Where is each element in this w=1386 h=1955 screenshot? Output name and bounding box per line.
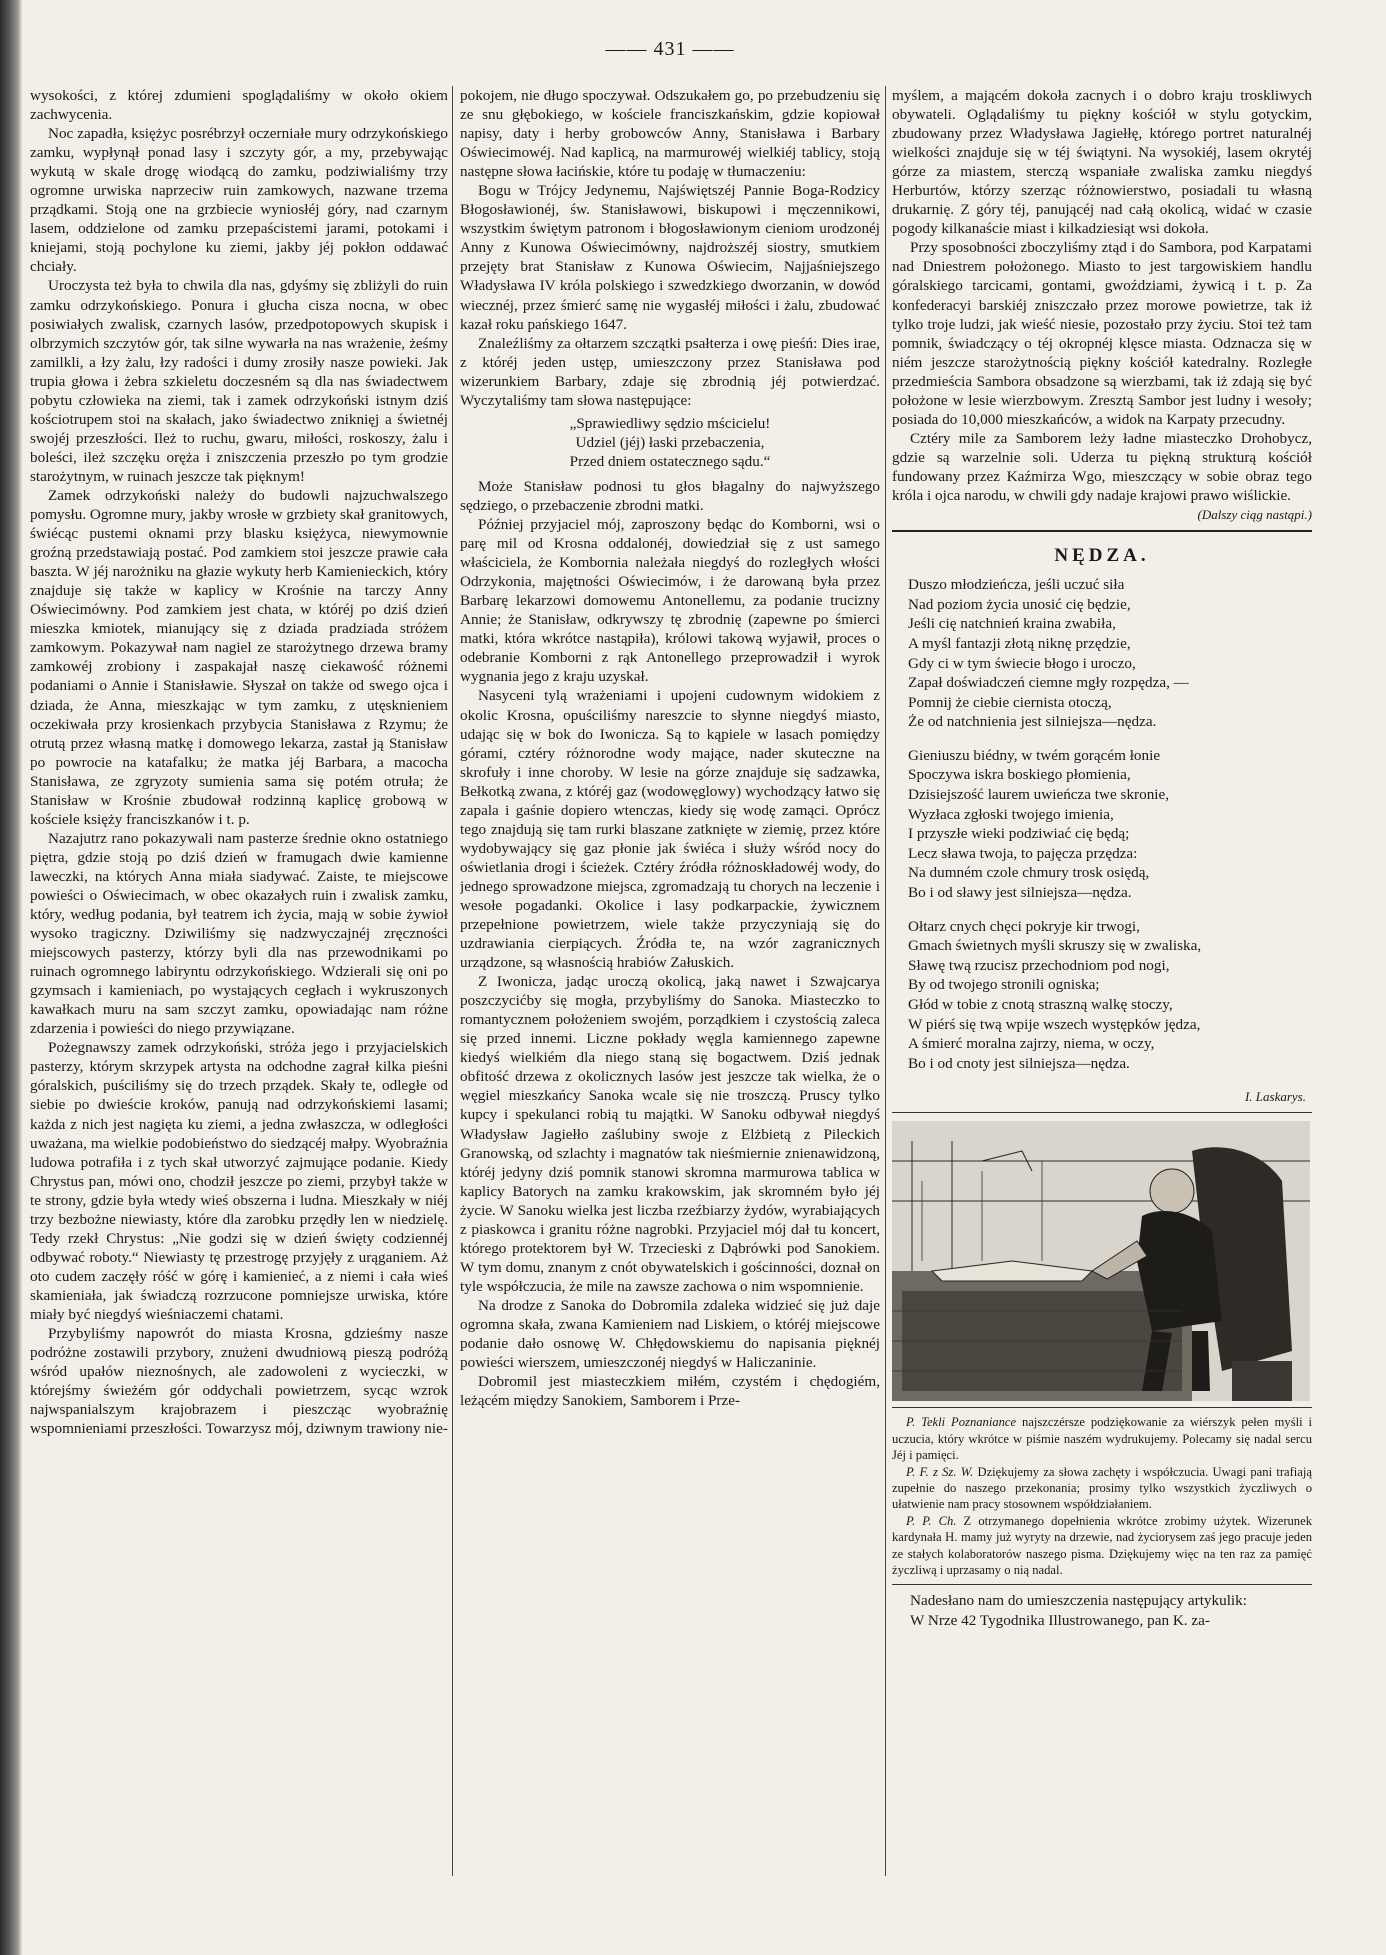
paragraph: Nadesłano nam do umieszczenia następujący artykulik:	[910, 1592, 1247, 1610]
poem-line: Duszo młodzieńcza, jeśli uczuć siła	[908, 576, 1125, 594]
note-text: Z otrzymanego dopełnienia wkrótce zrobimy użytek. Wizerunek kardynała H. mamy już wyryty na drzewie, nad życiorysem zaś jego pracuje jeden ze stałych kolaboratorów naszego pisma. Dziękujemy więc na ten raz za pamięć życzliwą i uprzasamy o nią nadal.	[892, 1513, 1312, 1578]
paragraph: Później przyjaciel mój, zaproszony będąc do Komborni, wsi o parę mil od Krosna oddalonéj, dowiedział się z ust samego właściciela, że Kombornia należała niegdyś do rozległych włości Odrzykonia, majętności Oświecimów, i że darowaną była przez Barbarę lekarzowi domowemu Antonellemu, za podanie trucizny Annie; że Stanisław, odkrywszy tę zbrodnię (zapewne po śmierci matki, która wkrótce nastąpiła), królowi takową wyjawił, proces o odebranie Komborni z rąk Antonellego przeprowadził i wyrok wygnania jego z kraju uzyskał.	[460, 516, 880, 686]
paragraph: W Nrze 42 Tygodnika Illustrowanego, pan K. za-	[910, 1611, 1210, 1629]
page-number-value: 431	[653, 38, 687, 60]
paragraph: Noc zapadła, księżyc posrébrzył oczerniałe mury odrzykońskiego zamku, wypłynął ponad lasy i szczyty gór, a my, przebywając wykutą w skale drogę wiodącą do zamku, podziwialiśmy trzy ogromne urwiska naprzeciw ruin zamkowych, nazwane trzema prządkami. Stoją one na grzbiecie wyniosłéj góry, nad czarnym lasem, oddzielone od zamku przepaścistemi jarami, potokami i kniejami, stoją pochylone ku ziemi, jakby jéj pokłon oddawać chciały.	[30, 125, 448, 276]
column-1	[30, 86, 448, 1876]
paragraph: Może Stanisław podnosi tu głos błagalny do najwyższego sędziego, o przebaczenie zbrodni matki.	[460, 477, 880, 514]
section-divider	[892, 1112, 1312, 1113]
poem-line: Spoczywa iskra boskiego płomienia,	[908, 766, 1131, 784]
poem-line: Gmach świetnych myśli skruszy się w zwaliska,	[908, 937, 1202, 955]
section-divider	[892, 530, 1312, 532]
note	[892, 1513, 1312, 1579]
paragraph: Przybyliśmy napowrót do miasta Krosna, gdzieśmy nasze podróżne zostawili przybory, znużeni dwudniową pieszą podróżą wśród upałów nieznośnych, ale zadowoleni z wycieczki, w którejśmy świeżém gór oddychali powietrzem, sycąc wzrok najwspanialszym krajobrazem i pieszcząc wyobraźnię wspomnieniami przeszłości. Towarzysz mój, dziwnym trawiony nie-	[30, 1325, 448, 1438]
note-recipient: P. P. Ch.	[906, 1513, 957, 1528]
paragraph: Przy sposobności zboczyliśmy ztąd i do Sambora, pod Karpatami nad Dniestrem położonego. Miasto to jest targowiskiem handlu góralskiego tarcicami, gontami, gwoździami, żywicą i t. p. Za konfederacyi barskiéj zniszczało przez morowe powietrze, tak iż tylko troje ludzi, jak wieść niesie, pozostało przy życiu. Stoi też tam pomnik, świadczący o téj okropnéj klęsce miasta. Odznacza się w niém jeszcze starożytnością piękny kościół katedralny. Rozległe przedmieścia Sambora obsadzone są wierzbami, tak iż zdają się być położone w lesie wierzbowym. Zresztą Sambor jest ludny i wesoły; posiada do 10,000 mieszkańców, a widok na Karpaty przecudny.	[892, 239, 1312, 428]
hymn-quote	[460, 414, 880, 471]
paragraph: Na drodze z Sanoka do Dobromila zdaleka widzieć się już daje ogromna skała, zwana Kamieniem nad Liskiem, o któréj miejscowe podanie dało osnowę W. Chłędowskiemu do napisania pięknéj powieści wierszem, umieszczonéj niegdyś w Haliczaninie.	[460, 1296, 880, 1372]
continued-note: (Dalszy ciąg nastąpi.)	[1197, 507, 1312, 523]
paragraph: Bogu w Trójcy Jedynemu, Najświętszéj Pannie Boga-Rodzicy Błogosławionéj, św. Stanisławowi, biskupowi i męczennikowi, wszystkim świętym patronom i błogosławionym cieniom urodzonéj Anny z Kunowa Oświecimówny, najdroższéj siostry, smutkiem przejęty brat Stanisław z Kunowa Oświecim, Najjaśniejszego Władysława IV króla polskiego i szwedzkiego dworzanin, w dowód wiecznéj, przez śmierć samę nie wygasłéj miłości i żalu, zbudować kazał roku pańskiego 1647.	[460, 182, 880, 333]
note	[892, 1414, 1312, 1463]
quote-line: Udziel (jéj) łaski przebaczenia,	[575, 433, 765, 451]
page-binding-edge	[0, 0, 22, 1955]
paragraph: pokojem, nie długo spoczywał. Odszukałem go, po przebudzeniu się ze snu głębokiego, w kościele franciszkańskim, gdzie kopiował napisy, daty i herby grobowców Anny, Stanisława i Barbary Oświecimowéj. Nad kaplicą, na marmurowéj wielkiéj tablicy, stoją następne słowa łacińskie, które tu podaję w tłumaczeniu:	[460, 87, 880, 181]
note	[892, 1464, 1312, 1513]
note-text: Dziękujemy za słowa zachęty i współczucia. Uwagi pani trafiają zupełnie do naszego przekonania; prosimy tylko wszystkich życzliwych o ułatwienie nam pracy stosownem współdziałaniem.	[892, 1464, 1312, 1512]
note-recipient: P. Tekli Poznaniance	[906, 1415, 1017, 1430]
paragraph: Znaleźliśmy za ołtarzem szczątki psałterza i owę pieśń: Dies irae, z któréj jeden ustęp, umieszczony przez Stanisława pod wizerunkiem Barbary, zdaje się zbrodnią jéj potwierdzać. Wyczytaliśmy tam słowa następujące:	[460, 334, 880, 409]
note-recipient: P. F. z Sz. W.	[906, 1464, 974, 1479]
column-rule-1	[452, 86, 453, 1876]
poem-line: Na dumném czole chmury trosk osiędą,	[908, 864, 1150, 882]
poem-line: Dzisiejszość laurem uwieńcza twe skronie,	[908, 786, 1170, 804]
poem-stanza	[908, 917, 1312, 1074]
poem-stanza	[908, 746, 1312, 903]
poem-line: Nad poziom życia unosić cię będzie,	[908, 595, 1131, 613]
paragraph: Nasyceni tylą wrażeniami i upojeni cudownym widokiem z okolic Krosna, opuściliśmy nareszcie to słynne niegdyś miasto, udając się w bok do Iwonicza. Są to kąpiele w lasach pomiędzy górami, cztéry różnorodne wody mające, nader skuteczne na skrofuły i inne choroby. W lesie na górze znajduje się sadzawka, Bełkotką zwana, z któréj gaz (wodowęglowy) wychodzący łatwo się zapala i gaśnie dopiero wtenczas, kiedy się wodę zamąci. Oprócz tego znajdują się tam rurki blaszane zatknięte w ziemię, przez które wydobywający się gaz płonie jak świéca i służy wśród nocy do oświetlania drogi i ścieżek. Cztéry źródła różnoskładowéj wody, do jednego sprowadzone miejsca, zgromadzają tu chorych na leczenie i wesołe pogadanki. Okolice i lasy podkarpackie, żywicznem przepełnione powietrzem, wiele także przyczyniają się do uzdrawiania cierpiących. Źródła te, na wzór zagranicznych urządzone, są własnością hrabiów Załuskich.	[460, 687, 880, 972]
poem-line: Gieniuszu biédny, w twém gorącém łonie	[908, 746, 1161, 764]
poem-line: Jeśli cię natchnień kraina zwabiła,	[908, 615, 1116, 633]
page-number	[560, 38, 780, 61]
page-number-dash-right: ——	[692, 38, 735, 60]
poem-line: I przyszłe wieki podziwiać cię będą;	[908, 825, 1130, 843]
poem-line: Zapał doświadczeń ciemne mgły rozpędza, —	[908, 674, 1189, 692]
paragraph: Zamek odrzykoński należy do budowli najzuchwalszego pomysłu. Ogromne mury, jakby wrosłe w grzbiety skał granitowych, świécąc pustemi oknami przy blasku księżyca, niewymownie groźną przedstawiają postać. Pod zamkiem stoi jeszcze prawie cała baszta. W jéj narożniku na głazie wykuty herb Kamienieckich, który znajduje się także w kaplicy w Krośnie na tarczy Anny Oświecimówny. Pod zamkiem jest chata, w któréj po dziś dzień mieszka kmiotek, mianujący się z dziada pradziada stróżem zamkowym. Pokazywał nam nagiel ze starożytnego drzewa bramy zamkowéj zrobiony i zaspakajał naszę ciekawość różnemi podaniami o Annie i Stanisławie. Słyszał on także od swego ojca i dziada, że Anna, mieszkając w tym zamku, z utęsknieniem oczekiwała przy krosienkach przybycia Stanisława z Rzymu; że otrutą przez własną matkę i domowego lekarza, zastał ją Stanisław po powrocie na katafalku; że matka jéj Barbara, a macocha Stanisława, ze zgryzoty sumienia sama się potém otruła; że Stanisław w Krośnie zbudował rodzinną kaplicę grobową w kościele księży franciszkanów i t. p.	[30, 486, 448, 828]
announcement	[892, 1591, 1312, 1629]
poem-line: Wyzłaca zgłoski twojego imienia,	[908, 805, 1114, 823]
quote-line: Przed dniem ostatecznego sądu.“	[569, 452, 771, 470]
poem-line: Ołtarz cnych chęci pokryje kir trwogi,	[908, 917, 1140, 935]
section-divider	[892, 1407, 1312, 1408]
paragraph: Dobromil jest miasteczkiem miłém, czystém i chędogiém, leżącém między Sanokiem, Samborem i Prze-	[460, 1373, 880, 1410]
poem-line: Pomnij że ciebie ciernista otoczą,	[908, 693, 1112, 711]
paragraph: wysokości, z której zdumieni spoglądaliśmy w około okiem zachwycenia.	[30, 87, 448, 124]
poem-line: Bo i od cnoty jest silniejsza—nędza.	[908, 1054, 1130, 1072]
paragraph: Nazajutrz rano pokazywali nam pasterze średnie okno ostatniego piętra, gdzie stoją po dziś dzień w framugach dwie kamienne laweczki, na których Anna miała siadywać. Zaiste, te miejscowe powieści o Oświecimach, w obec okazałych ruin i zwalisk zamku, który, według podania, był teatrem ich życia, mają w sobie żywioł wysoko tragiczny. Dziwiliśmy się nadzwyczajnéj zręczności miejscowych pasterzy, którzy byli dla nas przewodnikami po ruinach ogromnego labiryntu odrzykońskiego. Wdzierali się oni po gzymsach i kamieniach, po wystających cegłach i wykruszonych kawałkach muru na sam szczyt zamku, opowiadając nam różne zdarzenia i powieści do niego przywiązane.	[30, 829, 448, 1038]
poem-stanza	[908, 575, 1312, 732]
paragraph: Pożegnawszy zamek odrzykoński, stróża jego i przyjacielskich pasterzy, którym skrzypek artysta na odchodne zagrał kilka pieśni góralskich, puściliśmy się do trzech prządek. Skały te, odległe od siebie po dwieście kroków, panują nad odrzykońskiemi lasami; każda z nich jest nagięta ku ziemi, a jedna zwłaszcza, w odległości uważana, ma wielkie podobieństwo do siedzącéj małpy. Wyobraźnia ludowa potrafiła i z tych skał utworzyć zajmujące podanie. Kiedy Chrystus pan, mówi ono, chodził jeszcze po ziemi, przybył także w te strony, gdzie była wtedy wieś obszerna i ludna. Mieszkały w niéj trzy bezbożne niewiasty, które dla zarobku przędły len w niedzielę. Tedy rzekł Chrystus: „Nie godzi się w dzień święty codziennéj odbywać roboty.“ Niewiasty tę przestrogę przyjęły z urąganiem. Aż oto cudem zaczęły róść w górę i kamienieć, a z niemi i cała wieś skamieniała, jak świadczą rozrzucone pomniejsze urwiska, które miały być niegdyś wieśniaczemi chatami.	[30, 1039, 448, 1323]
quote-line: „Sprawiedliwy sędzio mścicielu!	[569, 414, 771, 432]
poem-line: Bo i od sławy jest silniejsza—nędza.	[908, 884, 1132, 902]
editorial-notes	[892, 1414, 1312, 1578]
poem-line: Sławę twą rzucisz przechodniom pod nogi,	[908, 956, 1170, 974]
poem-line: Gdy ci w tym świecie błogo i uroczo,	[908, 654, 1136, 672]
poem-line: W piérś się twą wpije wszech występków jędza,	[908, 1015, 1201, 1033]
page-number-dash-left: ——	[605, 38, 648, 60]
column-3	[892, 86, 1312, 1876]
poem-line: Że od natchnienia jest silniejsza—nędza.	[908, 713, 1157, 731]
poem-author: I. Laskarys.	[1244, 1089, 1306, 1105]
column-rule-2	[885, 86, 886, 1876]
poem-line: By od twojego stronili ogniska;	[908, 976, 1100, 994]
section-divider	[892, 1584, 1312, 1585]
paragraph: Uroczysta też była to chwila dla nas, gdyśmy się zbliżyli do ruin zamku odrzykońskiego. Ponura i głucha cisza nocna, w obec posiwiałych zwalisk, czarnych lasów, przedpotopowych skupisk i olbrzymich szczytów gór, tak silne wywarła na nas wrażenie, żeśmy zamilkli, a łzy żalu, łzy radości i dumy zrosiły nasze powieki. Jak trupia głowa i żebra szkieletu doczesném są dla nas świadectwem pobytu człowieka na ziemi, tak i zamek odrzykoński istnym dziś kościotrupem stoi na skałach, jako świadectwo zniknięj a świetnéj swojéj przeszłości. Ileż to ruchu, gwaru, miłości, roskoszy, żalu i boleści, ileż szczęku oręża i zniszczenia przeszło po tym grodzie starożytnym, w ruinach jeszcze tak pięknym!	[30, 277, 448, 485]
paragraph: Cztéry mile za Samborem leży ładne miasteczko Drohobycz, gdzie są warzelnie soli. Uderza tu piękną strukturą kościół fundowany przez Kaźmirza Wgo, mieszczący w sobie obraz tego króla i ojca narodu, w chwili gdy nadaje krajowi prawo wiślickie.	[892, 429, 1312, 504]
poem-line: Lecz sława twoja, to pajęcza przędza:	[908, 844, 1138, 862]
paragraph: myślem, a mającém dokoła zacnych i o dobro kraju troskliwych obywateli. Oglądaliśmy tu piękny kościół w stylu gotyckim, zbudowany przez Władysława Jagiełłę, którego portret naturalnéj wielkości znajduje się w téj świątyni. Na wysokiéj, lasem okrytéj górze za miastem, sterczą wspaniałe zwaliska zamku niegdyś Herburtów, którzy szerząc różnowierstwo, posiadali tu własną drukarnię. Z góry téj, panującéj nad całą okolicą, widać w czasie pogody kilkanaście miast i kilkadziesiąt wsi dokoła.	[892, 87, 1312, 238]
poem-line: A śmierć moralna zajrzy, niema, w oczy,	[908, 1035, 1155, 1053]
poem-line: Głód w tobie z cnotą straszną walkę stoczy,	[908, 996, 1173, 1013]
paragraph: Z Iwonicza, jadąc uroczą okolicą, jaką nawet i Szwajcarya poszczycićby się mogła, przybyliśmy do Sanoka. Miasteczko to romantycznem położeniem swojém, porządkiem i czystością zaleca się przed innemi. Liczne pokłady węgla kamiennego zapewne kiedyś wielkiém dla niego staną się bogactwem. Dziś jednak obfitość drzewa z okolicznych lasów jest jeszcze tak wielka, że o węgiel mieszkańcy Sanoka wcale się nie troszczą. Pruscy tylko kupcy i spekulanci robią tu majątki. W Sanoku odbywał niegdyś Władysław Jagiełło zaślubiny swoje z Elżbietą z Pileckich Granowską, od szlachty i magnatów tak nieśmiernie znienawidzoną, któréj jedyny dziś pomnik stanowi skromna marmurowa tablica w kaplicy Batorych na zamku krakowskim, jak skromném było jéj życie. W Sanoku wielka jest liczba rzeźbiarzy żydów, wyrabiających z piaskowca i granitu różne nagrobki. Przyjaciel mój dał tu koncert, którego protektorem był W. Trzecieski z Dąbrówki pod Sanokiem. W tym domu, znanym z cnót obywatelskich i gościnności, doznał on tyle współczucia, że mile na zawsze zachowa o nim wspomnienie.	[460, 973, 880, 1295]
note-text: najszczérsze podziękowanie za wiérszyk pełen myśli i uczucia, który wkrótce w piśmie naszém wydrukujemy. Polecamy się nadal sercu Jéj i pamięci.	[892, 1415, 1312, 1463]
poem-line: A myśl fantazji złotą niknę przędzie,	[908, 634, 1131, 652]
poem-title: NĘDZA.	[1054, 545, 1150, 567]
column-2	[460, 86, 880, 1876]
engraving-illustration	[892, 1121, 1310, 1401]
